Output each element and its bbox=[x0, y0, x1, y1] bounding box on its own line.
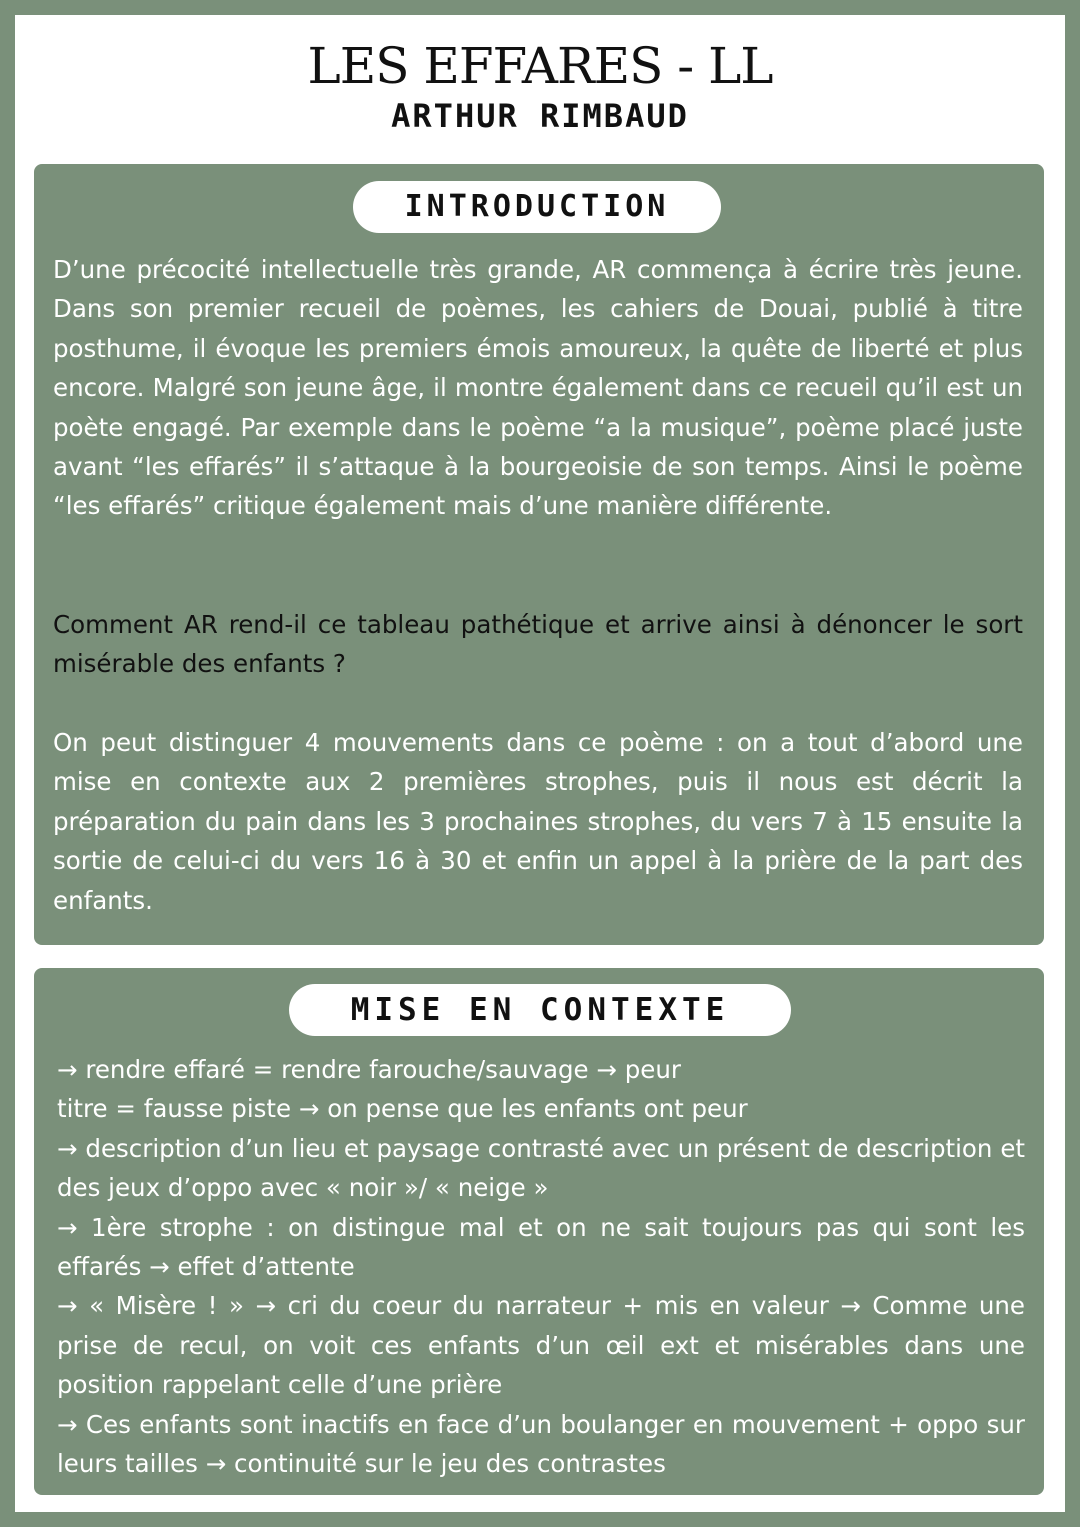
context-notes-list bbox=[57, 1050, 1025, 1483]
page-title: LES EFFARES - LL bbox=[307, 37, 773, 95]
author-name: ARTHUR RIMBAUD bbox=[391, 97, 689, 135]
mise-en-contexte-section bbox=[34, 968, 1044, 1495]
list-item: → Ces enfants sont inactifs en face d’un boulanger en mouvement + oppo sur leurs tailles → continuité sur le jeu des contrastes bbox=[57, 1409, 1025, 1479]
list-item: → rendre effaré = rendre farouche/sauvage → peur bbox=[57, 1055, 681, 1084]
introduction-section bbox=[34, 164, 1044, 945]
introduction-paragraph: D’une précocité intellectuelle très grande, AR commença à écrire très jeune. Dans son premier recueil de poèmes, les cahiers de Douai, publié à titre posthume, il évoque les premiers émois amoureux, la quête de liberté et plus encore. Malgré son jeune âge, il montre également dans ce recueil qu’il est un poète engagé. Par exemple dans le poème “a la musique”, poème placé juste avant “les effarés” il s’attaque à la bourgeoisie de son temps. Ainsi le poème “les effarés” critique également mais d’une manière différente. bbox=[53, 255, 1023, 521]
list-item: → 1ère strophe : on distingue mal et on ne sait toujours pas qui sont les effarés → effet d’attente bbox=[57, 1212, 1025, 1282]
mise-en-contexte-heading: MISE EN CONTEXTE bbox=[289, 984, 791, 1036]
list-item: → « Misère ! » → cri du coeur du narrateur + mis en valeur → Comme une prise de recul, on voit ces enfants d’un œil ext et misérables dans une position rappelant celle d’une prière bbox=[57, 1291, 1025, 1400]
introduction-heading: INTRODUCTION bbox=[353, 181, 721, 233]
problematique: Comment AR rend-il ce tableau pathétique et arrive ainsi à dénoncer le sort misérable des enfants ? bbox=[53, 610, 1023, 679]
list-item: titre = fausse piste → on pense que les enfants ont peur bbox=[57, 1094, 748, 1124]
mouvements-paragraph: On peut distinguer 4 mouvements dans ce poème : on a tout d’abord une mise en contexte aux 2 premières strophes, puis il nous est décrit la préparation du pain dans les 3 prochaines strophes, du vers 7 à 15 ensuite la sortie de celui-ci du vers 16 à 30 et enfin un appel à la prière de la part des enfants. bbox=[53, 728, 1023, 915]
list-item: → description d’un lieu et paysage contrasté avec un présent de description et des jeux d’oppo avec « noir »/ « neige » bbox=[57, 1133, 1025, 1203]
